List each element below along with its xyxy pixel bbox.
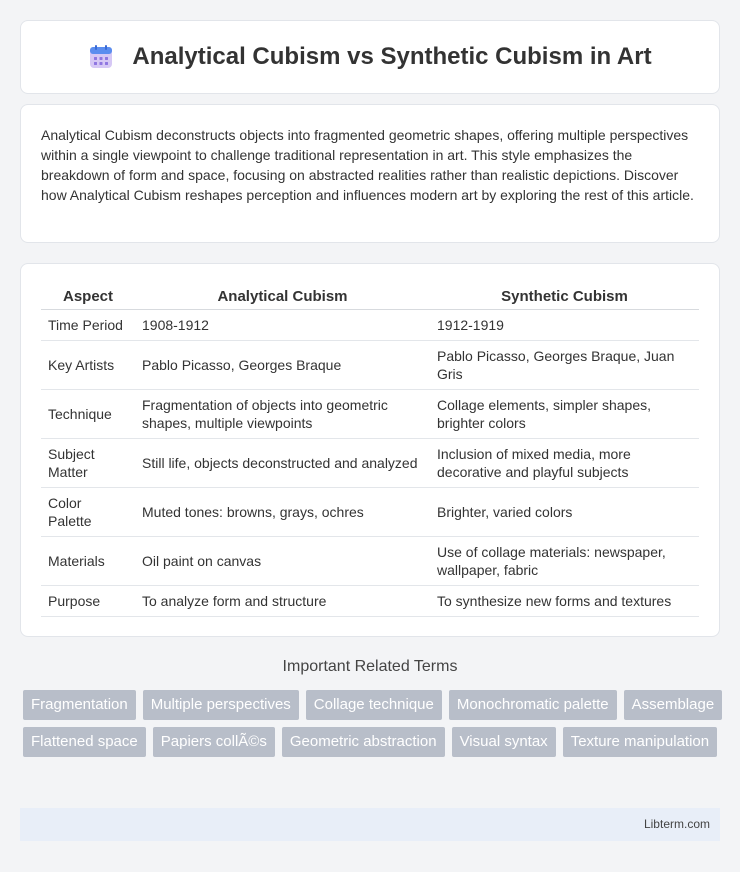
table-cell: Technique bbox=[41, 390, 135, 439]
table-cell: Fragmentation of objects into geometric shapes, multiple viewpoints bbox=[135, 390, 430, 439]
table-cell: Muted tones: browns, grays, ochres bbox=[135, 488, 430, 537]
table-row bbox=[41, 390, 699, 439]
table-row bbox=[41, 586, 699, 617]
table-cell: Key Artists bbox=[41, 341, 135, 390]
comparison-table bbox=[41, 284, 699, 617]
term-tag[interactable]: Geometric abstraction bbox=[282, 727, 445, 757]
table-cell: Subject Matter bbox=[41, 439, 135, 488]
related-terms-title: Important Related Terms bbox=[282, 658, 458, 675]
table-row bbox=[41, 488, 699, 537]
comparison-card bbox=[20, 263, 720, 637]
column-header-synthetic: Synthetic Cubism bbox=[430, 284, 699, 310]
column-header-analytical: Analytical Cubism bbox=[135, 284, 430, 310]
calendar-icon bbox=[88, 44, 114, 70]
term-tag[interactable]: Texture manipulation bbox=[563, 727, 717, 757]
term-tag[interactable]: Multiple perspectives bbox=[143, 690, 299, 720]
term-tag[interactable]: Assemblage bbox=[624, 690, 723, 720]
table-cell: Materials bbox=[41, 537, 135, 586]
table-cell: Brighter, varied colors bbox=[430, 488, 699, 537]
term-tag[interactable]: Papiers collÃ©s bbox=[153, 727, 275, 757]
table-cell: Pablo Picasso, Georges Braque bbox=[135, 341, 430, 390]
related-terms-list bbox=[23, 690, 723, 757]
page-title: Analytical Cubism vs Synthetic Cubism in Art bbox=[132, 43, 652, 70]
table-cell: Still life, objects deconstructed and analyzed bbox=[135, 439, 430, 488]
table-cell: Inclusion of mixed media, more decorative and playful subjects bbox=[430, 439, 699, 488]
term-tag[interactable]: Fragmentation bbox=[23, 690, 136, 720]
term-tag[interactable]: Collage technique bbox=[306, 690, 442, 720]
term-tag[interactable]: Flattened space bbox=[23, 727, 146, 757]
table-cell: 1908-1912 bbox=[135, 310, 430, 341]
table-header-row bbox=[41, 284, 699, 310]
footer bbox=[20, 808, 720, 841]
header-card bbox=[20, 20, 720, 94]
table-cell: Time Period bbox=[41, 310, 135, 341]
table-row bbox=[41, 310, 699, 341]
table-cell: Purpose bbox=[41, 586, 135, 617]
term-tag[interactable]: Visual syntax bbox=[452, 727, 556, 757]
table-row bbox=[41, 341, 699, 390]
table-cell: Use of collage materials: newspaper, wallpaper, fabric bbox=[430, 537, 699, 586]
intro-text: Analytical Cubism deconstructs objects into fragmented geometric shapes, offering multiple perspectives within a single viewpoint to challenge traditional representation in art. This style emphasizes the breakdown of form and space, focusing on abstracted realities rather than realistic depictions. Discover how Analytical Cubism reshapes perception and influences modern art by exploring the rest of this article. bbox=[41, 127, 694, 203]
table-row bbox=[41, 439, 699, 488]
table-cell: Collage elements, simpler shapes, brighter colors bbox=[430, 390, 699, 439]
table-cell: To synthesize new forms and textures bbox=[430, 586, 699, 617]
table-cell: Oil paint on canvas bbox=[135, 537, 430, 586]
term-tag[interactable]: Monochromatic palette bbox=[449, 690, 617, 720]
intro-card bbox=[20, 104, 720, 243]
footer-site-link[interactable]: Libterm.com bbox=[643, 817, 710, 831]
table-cell: To analyze form and structure bbox=[135, 586, 430, 617]
column-header-aspect: Aspect bbox=[41, 284, 135, 310]
table-cell: Pablo Picasso, Georges Braque, Juan Gris bbox=[430, 341, 699, 390]
table-cell: 1912-1919 bbox=[430, 310, 699, 341]
table-row bbox=[41, 537, 699, 586]
table-cell: Color Palette bbox=[41, 488, 135, 537]
